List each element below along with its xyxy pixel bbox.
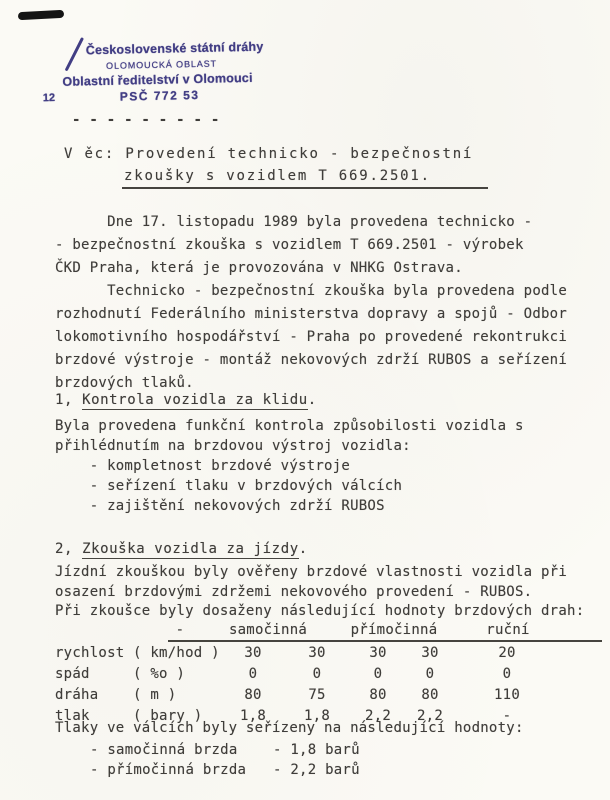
cell-value: 75 [308, 687, 326, 703]
section-2-period: . [298, 541, 308, 557]
pressure-item-label: - přímočinná brzda [90, 761, 247, 778]
stamp-number: 12 [42, 91, 56, 105]
paragraph-line: Byla provedena funkční kontrola způsobilosti vozidla s [55, 418, 524, 434]
section-1-period: . [307, 392, 317, 408]
section-2-title: Zkouška vozidla za jízdy [82, 541, 299, 557]
paragraph-line: přihlédnutím na brzdovou výstroj vozidla: [55, 438, 411, 454]
paragraph-line: Jízdní zkouškou byly ověřeny brzdové vlastnosti vozidla při [55, 564, 568, 580]
cell-value: 0 [502, 666, 512, 682]
cell-value: 80 [421, 687, 439, 703]
table-row [55, 645, 610, 666]
paragraph-line: Dne 17. listopadu 1989 byla provedena technicko - [55, 214, 533, 230]
pressure-item [90, 762, 490, 782]
cell-value: - [502, 708, 512, 724]
section-1-body [55, 416, 524, 516]
cell-value: 1,8 [303, 708, 331, 724]
stamp-office: Oblastní ředitelství v Olomouci [62, 70, 253, 89]
pressures-intro: Tlaky ve válcích byly seřízeny na následující hodnoty: [55, 720, 524, 736]
cell-value: 30 [421, 645, 439, 661]
table-row [55, 666, 610, 687]
cell-value: 80 [369, 687, 387, 703]
stamp-slash-mark [65, 37, 84, 71]
paragraph-line: ČKD Praha, která je provozována v NHKG Ostrava. [55, 260, 463, 276]
table-header-row [55, 622, 610, 640]
section-2-number: 2, [55, 541, 74, 557]
section-1-heading [55, 392, 317, 408]
subject-line-2: zkoušky s vozidlem T 669.2501. [124, 168, 431, 184]
paragraph-line: rozhodnutí Federálního ministerstva dopravy a spojů - Odbor [55, 306, 568, 322]
row-label: tlak [55, 708, 90, 724]
cell-value: 0 [248, 666, 258, 682]
cell-value: 0 [373, 666, 383, 682]
paragraph-line: brzdových tlaků. [55, 375, 194, 391]
paragraph-line: brzdové výstroje - montáž nekovových zdrží RUBOS a seřízení [55, 352, 568, 368]
table-header-samocinna: samočinná [228, 622, 308, 638]
cell-value: 2,2 [416, 708, 444, 724]
subject-line-1: V ěc: Provedení technicko - bezpečnostní [64, 146, 474, 162]
pressure-item [90, 742, 490, 762]
paragraph-line: Při zkoušce byly dosaženy následující hodnoty brzdových drah: [55, 603, 585, 619]
paragraph-line: osazení brzdovými zdržemi nekovového provedení - RUBOS. [55, 583, 533, 600]
paragraph-decision [55, 280, 567, 395]
table-header-dash: - [175, 622, 185, 638]
cell-value: 30 [369, 645, 387, 661]
row-unit: ( bary ) [133, 708, 203, 724]
row-label: spád [55, 666, 90, 682]
row-unit: ( km/hod ) [133, 645, 220, 661]
pressure-item-value: - 2,2 barů [273, 761, 360, 778]
cell-value: 20 [498, 645, 516, 661]
paragraph-line: - bezpečnostní zkouška s vozidlem T 669.2501 - výrobek [55, 237, 524, 253]
railway-stamp [0, 0, 301, 123]
pressure-list [90, 742, 490, 781]
subject-underline [122, 187, 488, 189]
table-header-underline [168, 640, 602, 642]
cell-value: 0 [312, 666, 322, 682]
paragraph-line: Technicko - bezpečnostní zkouška byla provedena podle [55, 283, 568, 299]
cell-value: 30 [244, 645, 262, 661]
section-1-title: Kontrola vozidla za klidu [82, 392, 308, 408]
table-header-rucni: ruční [486, 622, 530, 638]
pressure-item-value: - 1,8 barů [273, 742, 360, 758]
cell-value: 0 [425, 666, 435, 682]
paragraph-intro [55, 211, 532, 280]
row-unit: ( %o ) [133, 666, 186, 682]
stamp-region: OLOMOUCKÁ OBLAST [106, 58, 218, 71]
section-2-heading [55, 541, 308, 557]
bullet-line: - zajištění nekovových zdrží RUBOS [55, 498, 385, 514]
section-1-number: 1, [55, 392, 74, 408]
pressure-item-label: - samočinná brzda [90, 742, 238, 758]
row-unit: ( m ) [133, 687, 177, 703]
stamp-postal-code: PSČ 772 53 [119, 87, 200, 104]
dashed-separator: - - - - - - - - - [72, 112, 220, 128]
cell-value: 1,8 [239, 708, 267, 724]
section-2-body [55, 563, 584, 622]
cell-value: 2,2 [364, 708, 392, 724]
cell-value: 110 [493, 687, 521, 703]
row-label: dráha [55, 687, 99, 703]
bullet-line: - seřízení tlaku v brzdových válcích [55, 478, 403, 494]
row-label: rychlost [55, 645, 125, 661]
cell-value: 80 [244, 687, 262, 703]
table-row [55, 687, 610, 708]
table-header-primocinna: přímočinná [350, 622, 438, 638]
stamp-organization: Československé státní dráhy [85, 39, 264, 58]
cell-value: 30 [308, 645, 326, 661]
bullet-line: - kompletnost brzdové výstroje [55, 458, 351, 474]
paragraph-line: lokomotivního hospodářství - Praha po provedené rekontrukci [55, 329, 568, 345]
